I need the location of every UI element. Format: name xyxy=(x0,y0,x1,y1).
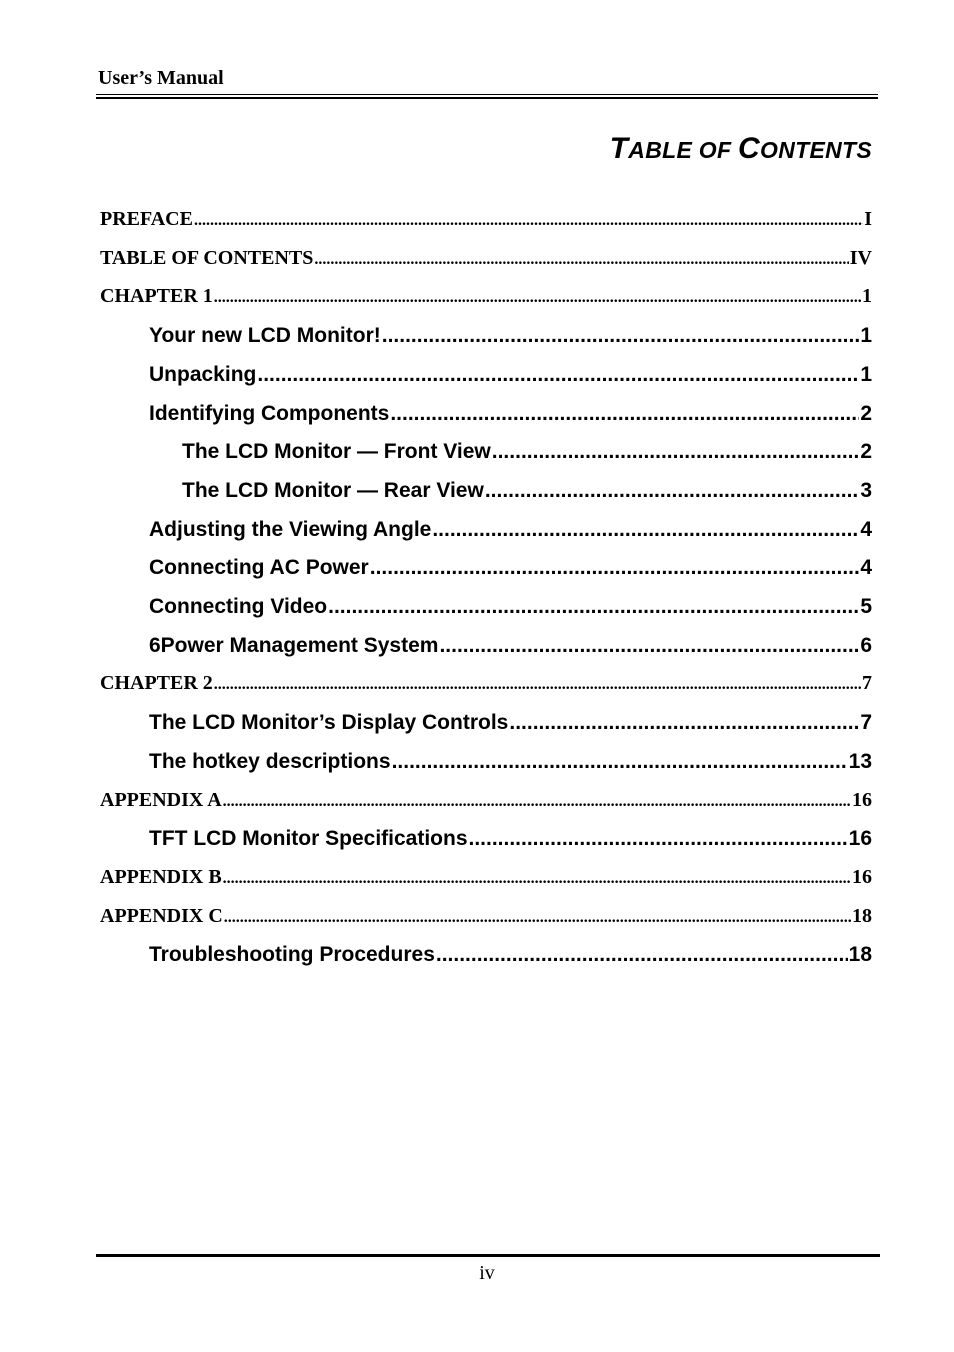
toc-entry-title: APPENDIX B xyxy=(100,865,222,888)
toc-dot-leader xyxy=(382,324,860,348)
toc-entry[interactable] xyxy=(149,324,872,352)
toc-dot-leader xyxy=(223,870,851,888)
toc-entry[interactable] xyxy=(100,905,872,933)
toc-entry[interactable] xyxy=(100,866,872,894)
toc-entry[interactable] xyxy=(149,750,872,778)
toc-dot-leader xyxy=(509,711,859,735)
toc-entry-title: TFT LCD Monitor Specifications xyxy=(149,827,468,851)
toc-entry-title: The LCD Monitor — Front View xyxy=(182,440,491,464)
toc-entry[interactable] xyxy=(149,943,872,971)
toc-dot-leader xyxy=(492,440,860,464)
toc-heading xyxy=(610,132,872,166)
toc-entry-page: 1 xyxy=(860,324,872,348)
toc-entry-title: Your new LCD Monitor! xyxy=(149,324,381,348)
toc-entry-page: IV xyxy=(849,246,872,269)
toc-entry-page: 16 xyxy=(852,865,872,888)
toc-entry-page: 18 xyxy=(852,904,872,927)
footer-page-number: iv xyxy=(479,1262,495,1284)
toc-dot-leader xyxy=(257,363,859,387)
toc-dot-leader xyxy=(485,479,859,503)
toc-entry-page: 16 xyxy=(848,827,872,851)
toc-heading-rest-2: ONTENTS xyxy=(760,137,872,163)
toc-dot-leader xyxy=(370,556,860,580)
toc-dot-leader xyxy=(390,402,859,426)
toc-entry-title: Identifying Components xyxy=(149,401,390,425)
toc-entry-page: 3 xyxy=(860,478,872,502)
toc-dot-leader xyxy=(214,289,861,307)
toc-entry-title: Troubleshooting Procedures xyxy=(149,943,435,967)
toc-entry-title: APPENDIX C xyxy=(100,904,223,927)
toc-entry-page: 4 xyxy=(860,517,872,541)
toc-entry-title: PREFACE xyxy=(100,208,193,230)
toc-entry-page: 7 xyxy=(860,711,872,735)
toc-dot-leader xyxy=(436,943,848,967)
toc-entry-page: 13 xyxy=(848,749,872,773)
toc-entry-page: I xyxy=(864,208,872,230)
toc-dot-leader xyxy=(469,827,848,851)
toc-dot-leader xyxy=(224,909,851,927)
toc-entry[interactable] xyxy=(182,440,872,468)
toc-dot-leader xyxy=(328,595,859,619)
toc-entry-title: The LCD Monitor — Rear View xyxy=(182,478,484,502)
toc-entry[interactable] xyxy=(149,827,872,855)
toc-entry[interactable] xyxy=(149,595,872,623)
footer-rule xyxy=(96,1254,880,1257)
toc-entry[interactable] xyxy=(149,363,872,391)
toc-entry-title: Connecting Video xyxy=(149,595,328,618)
toc-entry[interactable] xyxy=(149,402,872,430)
toc-entry-page: 2 xyxy=(860,401,872,425)
toc-heading-cap-c: C xyxy=(738,132,760,165)
toc-entry[interactable] xyxy=(100,285,872,313)
toc-entry-page: 18 xyxy=(848,943,872,967)
toc-entry-title: CHAPTER 1 xyxy=(100,285,213,308)
toc-entry-page: 1 xyxy=(860,362,872,386)
toc-entry[interactable] xyxy=(149,556,872,584)
toc-entry-title: The hotkey descriptions xyxy=(149,749,391,773)
toc-entry-page: 6 xyxy=(860,633,872,657)
toc-dot-leader xyxy=(432,518,859,542)
toc-entry-title: APPENDIX A xyxy=(100,788,222,811)
toc-entry[interactable] xyxy=(100,672,872,700)
header-rule xyxy=(96,94,878,95)
toc-entry[interactable] xyxy=(182,479,872,507)
toc-heading-cap-t: T xyxy=(609,132,629,165)
toc-dot-leader xyxy=(392,750,848,774)
toc-entry-title: TABLE OF CONTENTS xyxy=(100,246,314,269)
header-rule-thick xyxy=(96,97,878,99)
toc-entry-page: 4 xyxy=(860,556,872,580)
toc-entry[interactable] xyxy=(100,789,872,817)
toc-entry[interactable] xyxy=(149,634,872,662)
toc-entry-page: 2 xyxy=(860,440,872,464)
toc-entry[interactable] xyxy=(100,208,872,236)
toc-entry-page: 1 xyxy=(862,285,872,308)
toc-dot-leader xyxy=(223,793,851,811)
toc-entry-page: 7 xyxy=(862,672,872,695)
toc-entry-title: The LCD Monitor’s Display Controls xyxy=(149,711,509,735)
toc-entry[interactable] xyxy=(149,518,872,546)
toc-dot-leader xyxy=(314,251,848,269)
toc-dot-leader xyxy=(214,676,861,694)
toc-entry-title: Unpacking xyxy=(149,362,257,386)
toc-entry-title: CHAPTER 2 xyxy=(100,672,213,695)
toc-heading-rest-1: ABLE OF xyxy=(628,137,739,163)
toc-entry-page: 5 xyxy=(860,595,872,618)
toc-entry-title: Connecting AC Power xyxy=(149,556,369,580)
toc-entry[interactable] xyxy=(100,247,872,275)
toc-entry-page: 16 xyxy=(852,788,872,811)
toc-dot-leader xyxy=(194,212,863,230)
running-header-title: User’s Manual xyxy=(98,67,224,89)
toc-dot-leader xyxy=(439,634,859,658)
toc-entry[interactable] xyxy=(149,711,872,739)
toc-entry-title: 6Power Management System xyxy=(149,633,439,657)
toc-entry-title: Adjusting the Viewing Angle xyxy=(149,517,432,541)
